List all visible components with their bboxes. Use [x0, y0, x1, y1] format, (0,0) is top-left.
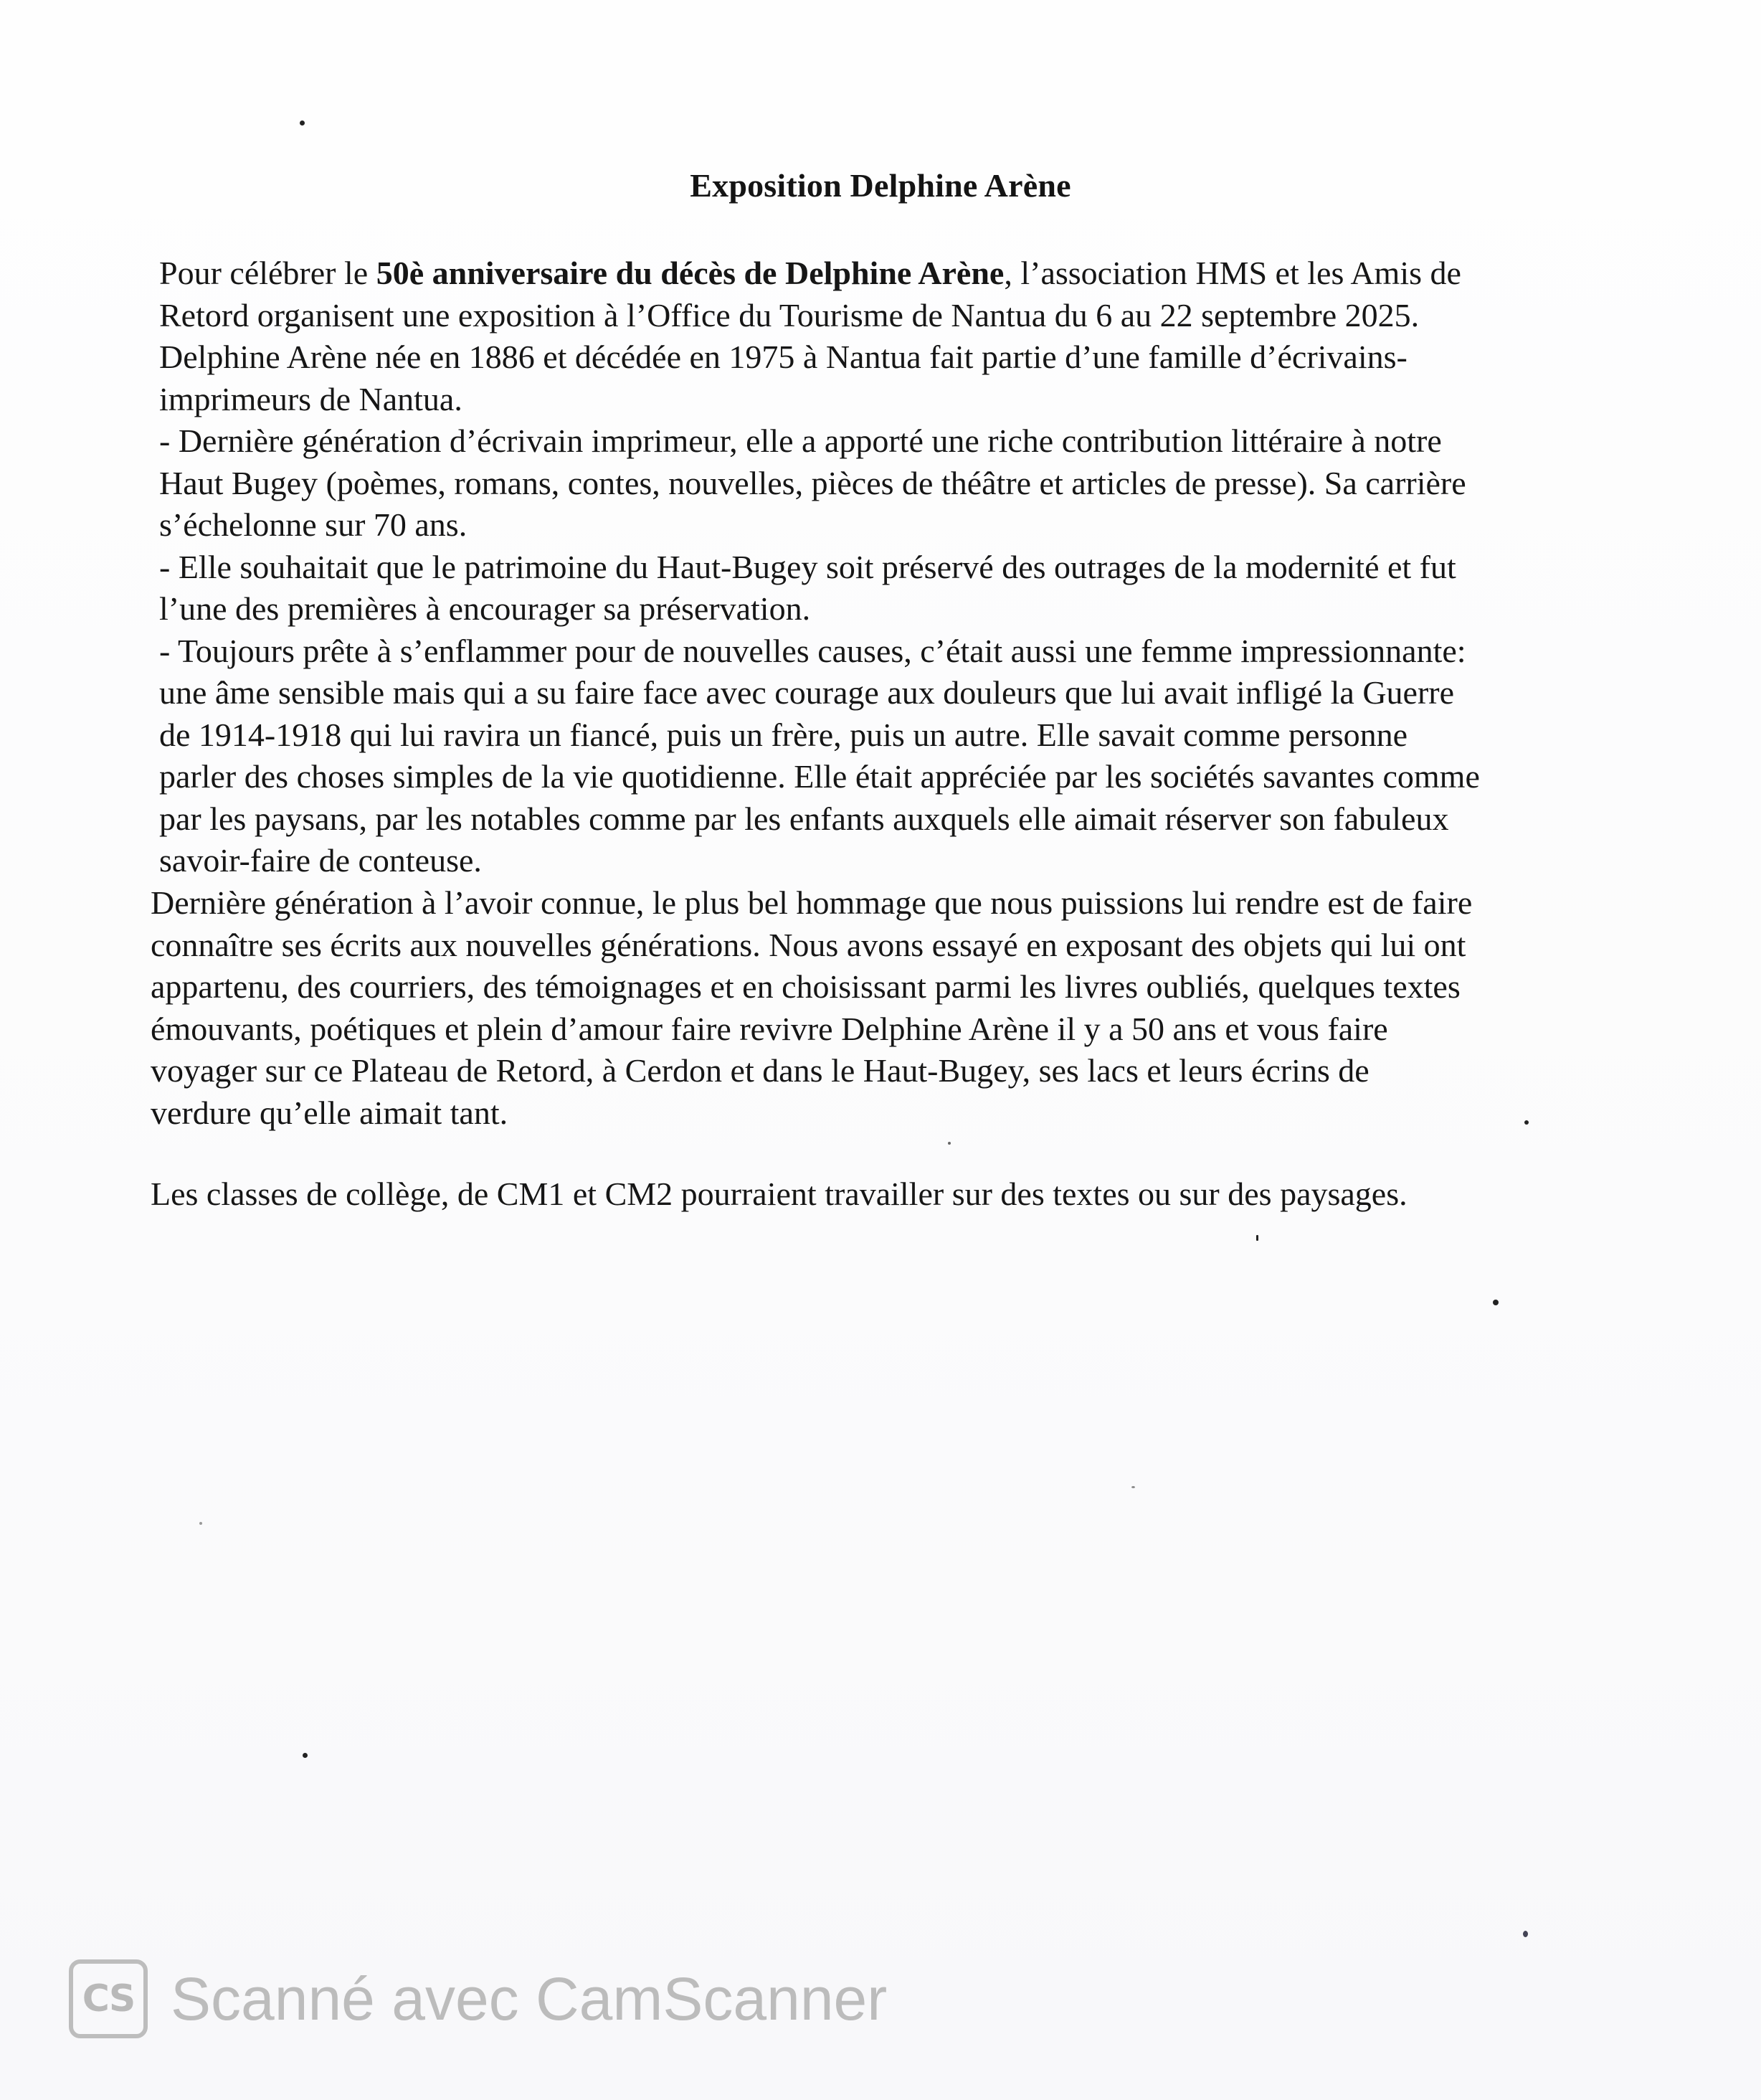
text-line: une âme sensible mais qui a su faire face avec courage aux douleurs que lui avait infligé la Guerre [159, 674, 1455, 711]
scan-speck [948, 1142, 951, 1145]
text-line: Dernière génération à l’avoir connue, le plus bel hommage que nous puissions lui rendre est de faire [151, 884, 1473, 921]
scan-speck [1493, 1300, 1499, 1305]
scan-speck [1523, 1931, 1528, 1937]
text-line: voyager sur ce Plateau de Retord, à Cerdon et dans le Haut-Bugey, ses lacs et leurs écrins de [151, 1052, 1370, 1089]
text-line: de 1914-1918 qui lui ravira un fiancé, puis un frère, puis un autre. Elle savait comme personne [159, 716, 1408, 753]
text-line: Pour célébrer le 50è anniversaire du décès de Delphine Arène, l’association HMS et les Amis de [159, 255, 1461, 291]
text-line: - Toujours prête à s’enflammer pour de nouvelles causes, c’était aussi une femme impressionnante: [159, 632, 1466, 669]
text-line: l’une des premières à encourager sa préservation. [159, 590, 811, 627]
text-line: imprimeurs de Nantua. [159, 380, 462, 417]
text-line: émouvants, poétiques et plein d’amour faire revivre Delphine Arène il y a 50 ans et vous faire [151, 1010, 1388, 1047]
text-line: s’échelonne sur 70 ans. [159, 506, 467, 543]
document-title: Exposition Delphine Arène [690, 167, 1071, 204]
text-line: connaître ses écrits aux nouvelles générations. Nous avons essayé en exposant des objets qui lui ont [151, 926, 1466, 963]
scan-speck [1524, 1120, 1529, 1125]
scan-speck [1131, 1486, 1135, 1488]
watermark-caption: Scanné avec CamScanner [171, 1964, 888, 2033]
scan-speck [303, 1753, 308, 1758]
paragraph-intro [159, 252, 1480, 882]
text-line: Retord organisent une exposition à l’Office du Tourisme de Nantua du 6 au 22 septembre 2025. [159, 296, 1420, 334]
paragraph-classes [151, 1173, 1408, 1216]
text-line: Delphine Arène née en 1886 et décédée en 1975 à Nantua fait partie d’une famille d’écrivains- [159, 339, 1408, 375]
text-line: verdure qu’elle aimait tant. [151, 1094, 508, 1131]
camscanner-logo-icon: CS [69, 1959, 148, 2038]
scan-speck [1256, 1235, 1258, 1241]
text-line: appartenu, des courriers, des témoignages et en choisissant parmi les livres oubliés, quelques textes [151, 968, 1461, 1005]
text-line: - Dernière génération d’écrivain imprimeur, elle a apporté une riche contribution littéraire à notre [159, 422, 1442, 459]
text-line: parler des choses simples de la vie quotidienne. Elle était appréciée par les sociétés savantes comme [159, 758, 1480, 795]
scan-speck [300, 120, 305, 126]
paragraph-hommage [151, 882, 1472, 1134]
bold-anniversary: 50è anniversaire du décès de Delphine Arène [376, 255, 1005, 291]
text-line: - Elle souhaitait que le patrimoine du Haut-Bugey soit préservé des outrages de la modernité et fut [159, 548, 1456, 585]
scan-speck [199, 1522, 202, 1525]
text-line: Les classes de collège, de CM1 et CM2 pourraient travailler sur des textes ou sur des paysages. [151, 1176, 1408, 1212]
text-line: par les paysans, par les notables comme par les enfants auxquels elle aimait réserver son fabuleux [159, 800, 1449, 837]
text-line: Haut Bugey (poèmes, romans, contes, nouvelles, pièces de théâtre et articles de presse). Sa carrière [159, 464, 1466, 501]
text-line: savoir-faire de conteuse. [159, 842, 482, 879]
camscanner-watermark [69, 1959, 887, 2038]
